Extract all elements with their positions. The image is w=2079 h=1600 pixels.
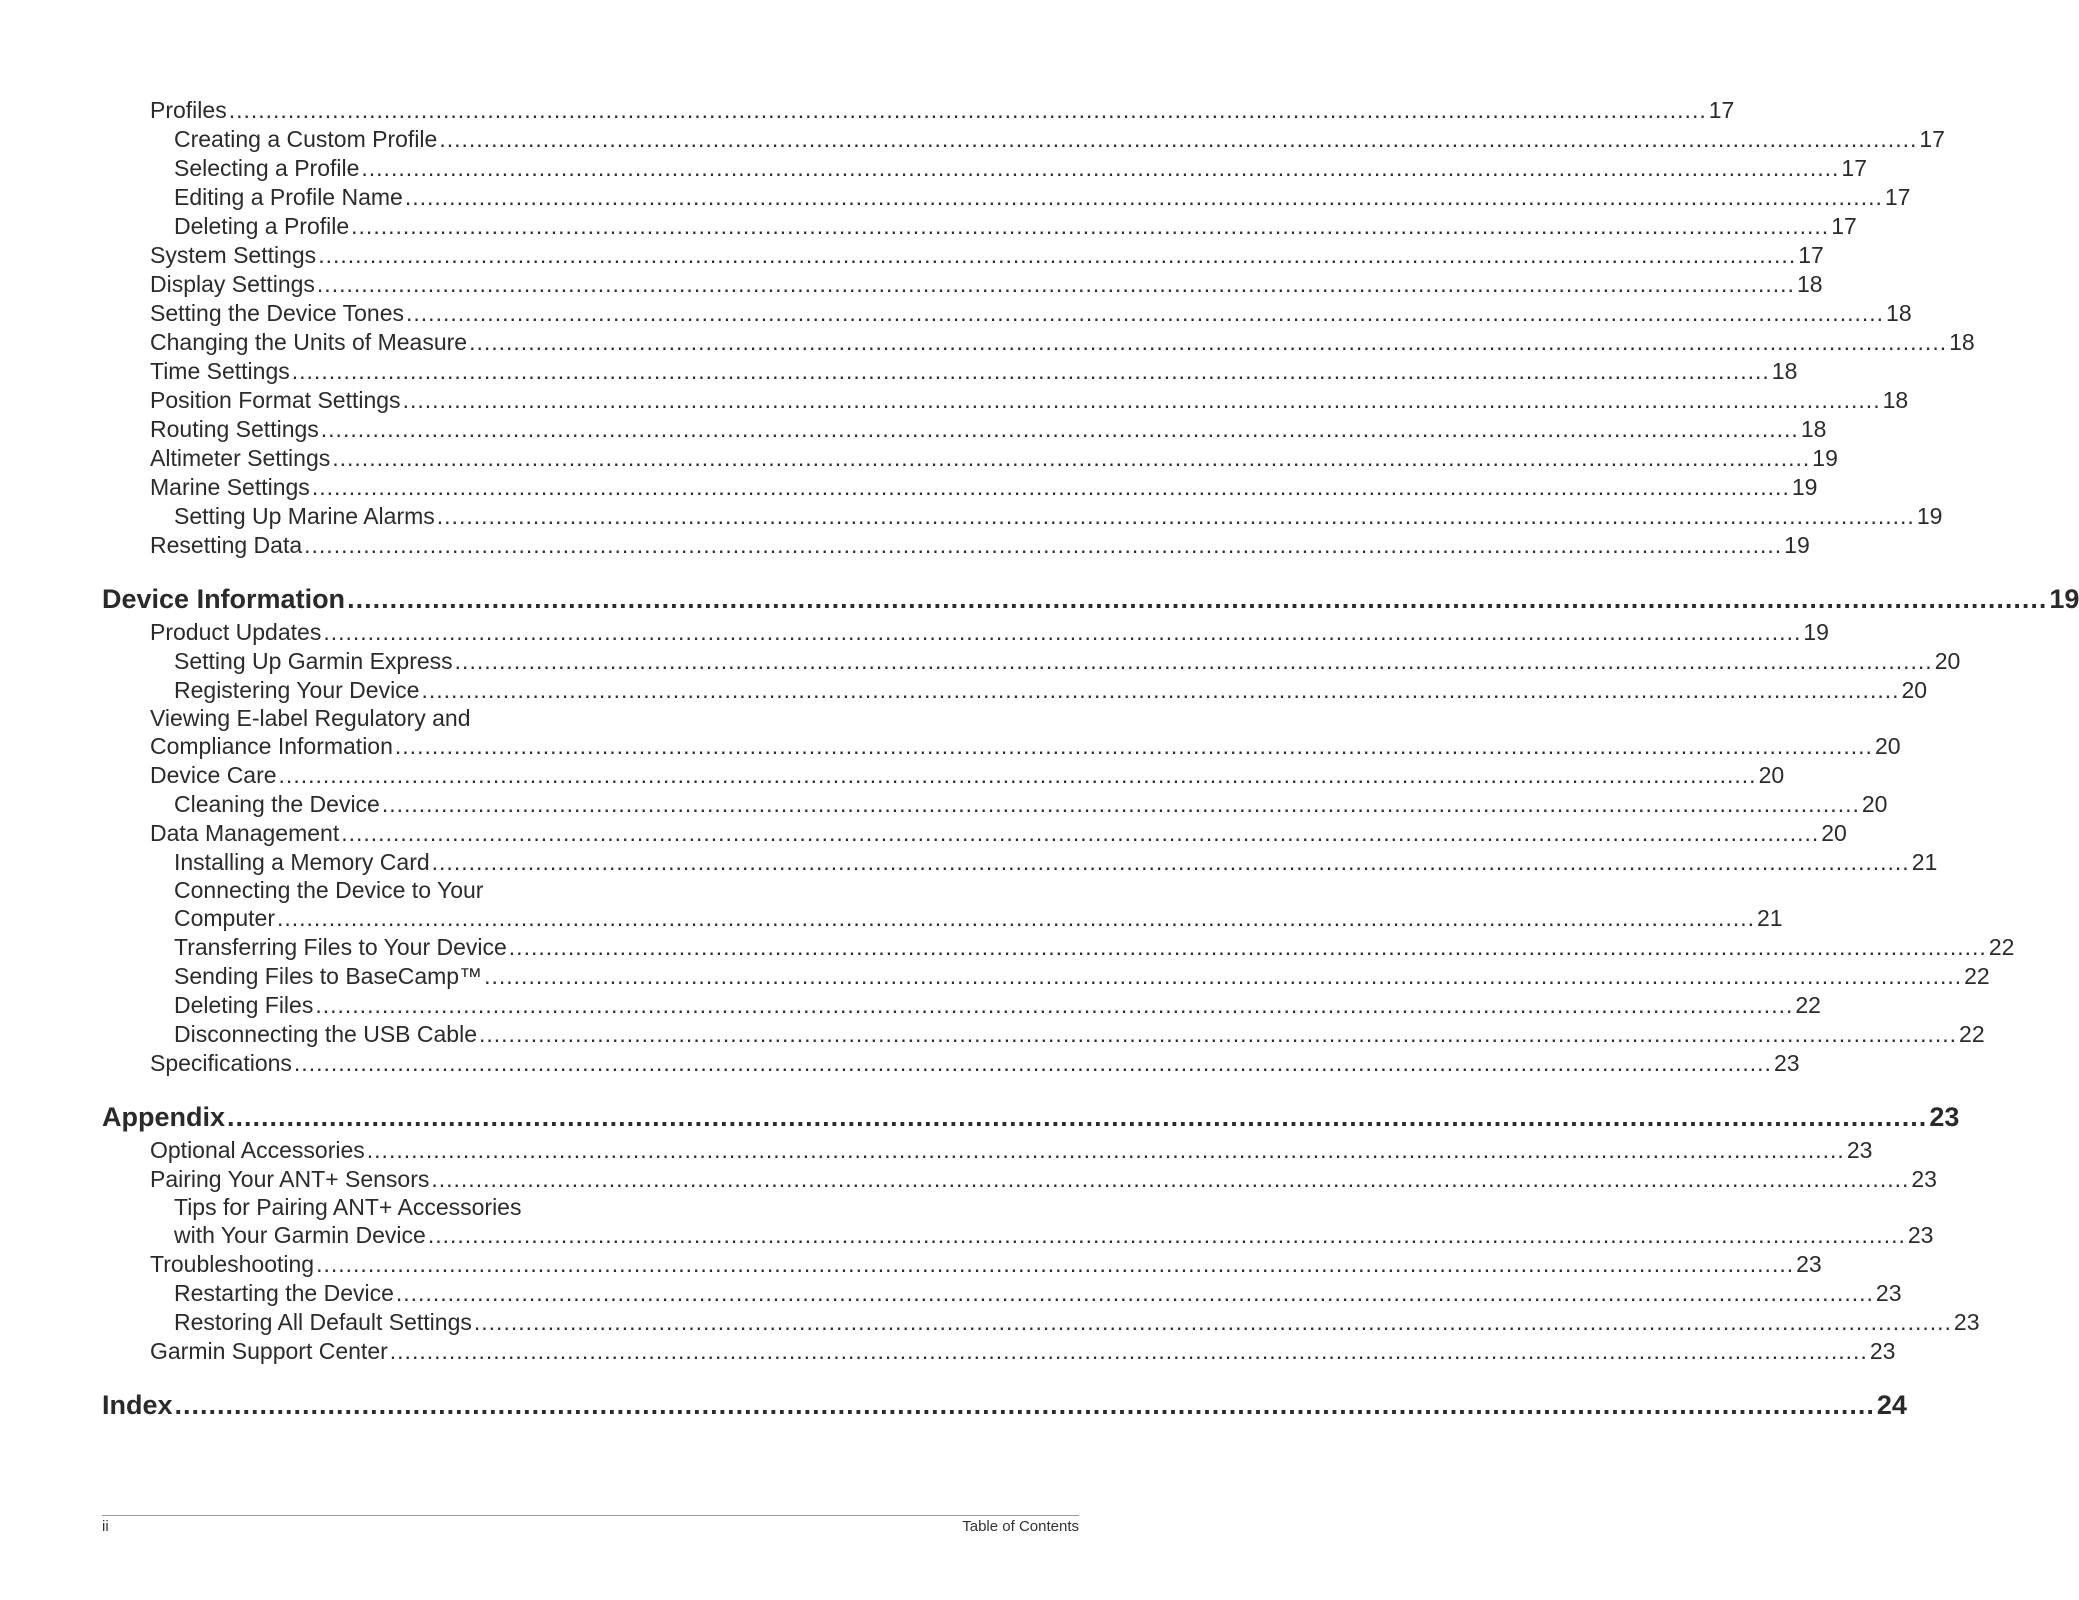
toc-page-number: 17: [1919, 126, 1945, 152]
toc-entry[interactable]: [102, 991, 1821, 1020]
toc-entry-title: Deleting a Profile: [174, 213, 350, 239]
toc-page-number: 20: [1821, 820, 1847, 846]
toc-entry[interactable]: [102, 444, 1838, 473]
toc-leader-dots: ........................................................................................................................................................................................................: [479, 1021, 1958, 1047]
toc-page-number: 17: [1831, 213, 1857, 239]
toc-page-number: 19: [1812, 445, 1838, 471]
toc-entry-title: Product Updates: [150, 619, 322, 645]
toc-entry-title: Troubleshooting: [150, 1251, 315, 1277]
toc-leader-dots: ........................................................................................................................................................................................................: [454, 648, 1933, 674]
toc-leader-dots: ........................................................................................................................................................................................................: [421, 677, 1900, 703]
toc-entry-title: Registering Your Device: [174, 677, 420, 703]
toc-entry[interactable]: [102, 357, 1798, 386]
toc-page-number: 23: [1907, 1222, 1934, 1248]
toc-entry[interactable]: [102, 1337, 1896, 1366]
toc-entry[interactable]: [102, 904, 1783, 933]
toc-page-number: 23: [1773, 1050, 1800, 1076]
toc-entry[interactable]: [102, 270, 1823, 299]
toc-page-number: 23: [1796, 1251, 1822, 1277]
toc-page-number: 21: [1911, 849, 1938, 875]
toc-section-entry[interactable]: [102, 1100, 1960, 1134]
toc-page-number: 23: [1875, 1280, 1902, 1306]
toc-leader-dots: ........................................................................................................................................................................................................: [431, 849, 1910, 875]
toc-page-number: 19: [1784, 532, 1810, 558]
toc-leader-dots: ........................................................................................................................................................................................................: [227, 1102, 1928, 1132]
toc-leader-dots: ........................................................................................................................................................................................................: [304, 532, 1783, 558]
toc-entry[interactable]: [102, 732, 1901, 761]
toc-leader-dots: ........................................................................................................................................................................................................: [473, 1309, 1952, 1335]
toc-page-number: 23: [1911, 1166, 1937, 1192]
toc-page-number: 18: [1800, 416, 1827, 442]
toc-leader-dots: ........................................................................................................................................................................................................: [293, 1050, 1772, 1076]
footer-divider: [102, 1515, 1079, 1516]
toc-entry-title: Data Management: [150, 820, 340, 846]
toc-entry-title: Editing a Profile Name: [174, 184, 403, 210]
toc-leader-dots: ........................................................................................................................................................................................................: [316, 1251, 1795, 1277]
toc-page-number: 18: [1886, 300, 1912, 326]
toc-entry[interactable]: [102, 386, 1909, 415]
toc-leader-dots: ........................................................................................................................................................................................................: [311, 474, 1790, 500]
toc-entry-title: Specifications: [150, 1050, 292, 1076]
toc-entry-title-line[interactable]: Connecting the Device to Your: [174, 877, 484, 903]
toc-entry-title: Selecting a Profile: [174, 155, 360, 181]
toc-leader-dots: ........................................................................................................................................................................................................: [347, 584, 2048, 614]
toc-page-number: 23: [1869, 1338, 1896, 1364]
toc-entry-title: Altimeter Settings: [150, 445, 331, 471]
toc-page-number: 18: [1771, 358, 1798, 384]
toc-leader-dots: ........................................................................................................................................................................................................: [431, 1166, 1910, 1192]
toc-page-number: 19: [1791, 474, 1818, 500]
toc-leader-dots: ........................................................................................................................................................................................................: [316, 271, 1795, 297]
toc-leader-dots: ........................................................................................................................................................................................................: [439, 126, 1918, 152]
toc-entry[interactable]: [102, 647, 1961, 676]
toc-leader-dots: ........................................................................................................................................................................................................: [436, 503, 1915, 529]
toc-leader-dots: ........................................................................................................................................................................................................: [174, 1390, 1875, 1420]
toc-entry-title: Device Care: [150, 762, 277, 788]
toc-page-number: 22: [1795, 992, 1821, 1018]
toc-entry-title: Device Information: [102, 584, 346, 614]
toc-leader-dots: ........................................................................................................................................................................................................: [318, 242, 1797, 268]
toc-page-number: 23: [1953, 1309, 1980, 1335]
toc-section-entry[interactable]: [102, 1388, 1907, 1422]
toc-leader-dots: ........................................................................................................................................................................................................: [341, 820, 1820, 846]
toc-page-number: 22: [1959, 1021, 1985, 1047]
toc-leader-dots: ........................................................................................................................................................................................................: [395, 1280, 1874, 1306]
toc-leader-dots: ........................................................................................................................................................................................................: [394, 733, 1873, 759]
toc-page-number: 20: [1758, 762, 1785, 788]
toc-entry-title: Setting Up Garmin Express: [174, 648, 453, 674]
toc-page-number: 21: [1757, 905, 1783, 931]
toc-leader-dots: ........................................................................................................................................................................................................: [389, 1338, 1868, 1364]
toc-entry[interactable]: [102, 183, 1911, 212]
toc-entry-title: Restarting the Device: [174, 1280, 394, 1306]
toc-page-number: 18: [1949, 329, 1975, 355]
toc-leader-dots: ........................................................................................................................................................................................................: [406, 300, 1885, 326]
toc-entry[interactable]: [102, 1308, 1980, 1337]
toc-entry-title-line[interactable]: Tips for Pairing ANT+ Accessories: [174, 1194, 522, 1220]
toc-entry[interactable]: [102, 1279, 1902, 1308]
toc-entry[interactable]: [102, 125, 1945, 154]
toc-entry[interactable]: [102, 933, 2015, 962]
toc-page-number: 17: [1884, 184, 1911, 210]
toc-entry-title: Marine Settings: [150, 474, 310, 500]
toc-page-number: 23: [1846, 1137, 1873, 1163]
toc-page-number: 20: [1874, 733, 1901, 759]
toc-entry[interactable]: [102, 328, 1975, 357]
toc-page-number: 22: [1988, 934, 2015, 960]
toc-entry-title: System Settings: [150, 242, 317, 268]
toc-entry-title: Index: [102, 1390, 173, 1420]
toc-section-entry[interactable]: [102, 582, 2079, 616]
toc-page-number: 23: [1929, 1102, 1960, 1132]
toc-page-number: 22: [1964, 963, 1990, 989]
toc-entry-title: Position Format Settings: [150, 387, 401, 413]
toc-leader-dots: ........................................................................................................................................................................................................: [315, 992, 1794, 1018]
toc-entry[interactable]: [102, 241, 1824, 270]
toc-entry-title: Appendix: [102, 1102, 226, 1132]
toc-entry-title: Profiles: [150, 97, 227, 123]
toc-leader-dots: ........................................................................................................................................................................................................: [404, 184, 1883, 210]
toc-entry[interactable]: [102, 531, 1810, 560]
toc-leader-dots: ........................................................................................................................................................................................................: [402, 387, 1881, 413]
toc-entry-title: Display Settings: [150, 271, 315, 297]
toc-entry-title: Cleaning the Device: [174, 791, 380, 817]
toc-entry-title: Transferring Files to Your Device: [174, 934, 507, 960]
toc-leader-dots: ........................................................................................................................................................................................................: [381, 791, 1860, 817]
toc-entry-title: Time Settings: [150, 358, 290, 384]
toc-page-number: 24: [1876, 1390, 1907, 1420]
toc-leader-dots: ........................................................................................................................................................................................................: [323, 619, 1802, 645]
toc-entry[interactable]: [102, 502, 1943, 531]
toc-entry[interactable]: [102, 819, 1847, 848]
footer-page-number: ii: [102, 1518, 109, 1535]
toc-leader-dots: ........................................................................................................................................................................................................: [484, 963, 1963, 989]
toc-entry[interactable]: [102, 761, 1785, 790]
toc-leader-dots: ........................................................................................................................................................................................................: [361, 155, 1840, 181]
toc-entry-title: Setting Up Marine Alarms: [174, 503, 435, 529]
toc-entry[interactable]: [102, 96, 1735, 125]
toc-entry[interactable]: [102, 299, 1912, 328]
toc-leader-dots: ........................................................................................................................................................................................................: [366, 1137, 1845, 1163]
toc-leader-dots: ........................................................................................................................................................................................................: [351, 213, 1830, 239]
toc-leader-dots: ........................................................................................................................................................................................................: [320, 416, 1799, 442]
toc-entry-title: Installing a Memory Card: [174, 849, 430, 875]
toc-entry[interactable]: [102, 618, 1829, 647]
toc-entry-title: Compliance Information: [150, 733, 393, 759]
toc-entry-title: Sending Files to BaseCamp™: [174, 963, 483, 989]
toc-page-number: 17: [1841, 155, 1868, 181]
table-of-contents: [102, 96, 2079, 1424]
toc-page-number: 20: [1934, 648, 1961, 674]
toc-page-number: 19: [2049, 584, 2079, 614]
toc-entry-title: Routing Settings: [150, 416, 319, 442]
toc-page-number: 19: [1916, 503, 1943, 529]
toc-page-number: 20: [1901, 677, 1928, 703]
toc-entry[interactable]: [102, 212, 1857, 241]
toc-leader-dots: ........................................................................................................................................................................................................: [278, 762, 1757, 788]
toc-entry[interactable]: [102, 1165, 1937, 1194]
toc-entry[interactable]: [102, 154, 1868, 183]
toc-leader-dots: ........................................................................................................................................................................................................: [276, 905, 1756, 931]
toc-entry-title: Optional Accessories: [150, 1137, 365, 1163]
toc-leader-dots: ........................................................................................................................................................................................................: [427, 1222, 1906, 1248]
toc-entry-title: Computer: [174, 905, 275, 931]
toc-entry[interactable]: [102, 1049, 1800, 1078]
toc-entry-title: Setting the Device Tones: [150, 300, 405, 326]
toc-entry-title: Changing the Units of Measure: [150, 329, 468, 355]
toc-entry[interactable]: [102, 1020, 1985, 1049]
toc-entry[interactable]: [102, 848, 1938, 877]
toc-leader-dots: ........................................................................................................................................................................................................: [508, 934, 1987, 960]
toc-entry[interactable]: [102, 790, 1888, 819]
toc-leader-dots: ........................................................................................................................................................................................................: [332, 445, 1811, 471]
toc-page-number: 19: [1803, 619, 1829, 645]
toc-entry-title: Disconnecting the USB Cable: [174, 1021, 477, 1047]
toc-entry-title-line[interactable]: Viewing E-label Regulatory and: [150, 705, 471, 731]
toc-page-number: 18: [1796, 271, 1823, 297]
toc-entry-title: Garmin Support Center: [150, 1338, 388, 1364]
toc-entry-title: Restoring All Default Settings: [174, 1309, 472, 1335]
footer-section-label: Table of Contents: [962, 1518, 1079, 1535]
toc-entry-title: Pairing Your ANT+ Sensors: [150, 1166, 430, 1192]
toc-leader-dots: ........................................................................................................................................................................................................: [228, 97, 1707, 123]
toc-entry[interactable]: [102, 676, 1928, 705]
toc-page-number: 17: [1708, 97, 1735, 123]
toc-page-number: 18: [1882, 387, 1909, 413]
toc-entry[interactable]: [102, 1136, 1873, 1165]
toc-entry-title: with Your Garmin Device: [174, 1222, 426, 1248]
toc-entry[interactable]: [102, 1250, 1822, 1279]
toc-entry[interactable]: [102, 1221, 1934, 1250]
toc-entry[interactable]: [102, 473, 1818, 502]
toc-entry-title: Deleting Files: [174, 992, 314, 1018]
toc-leader-dots: ........................................................................................................................................................................................................: [291, 358, 1770, 384]
toc-page-number: 20: [1861, 791, 1888, 817]
toc-entry[interactable]: [102, 415, 1827, 444]
toc-page-number: 17: [1798, 242, 1824, 268]
toc-entry-title: Resetting Data: [150, 532, 303, 558]
toc-leader-dots: ........................................................................................................................................................................................................: [469, 329, 1948, 355]
toc-entry-title: Creating a Custom Profile: [174, 126, 438, 152]
toc-entry[interactable]: [102, 962, 1990, 991]
